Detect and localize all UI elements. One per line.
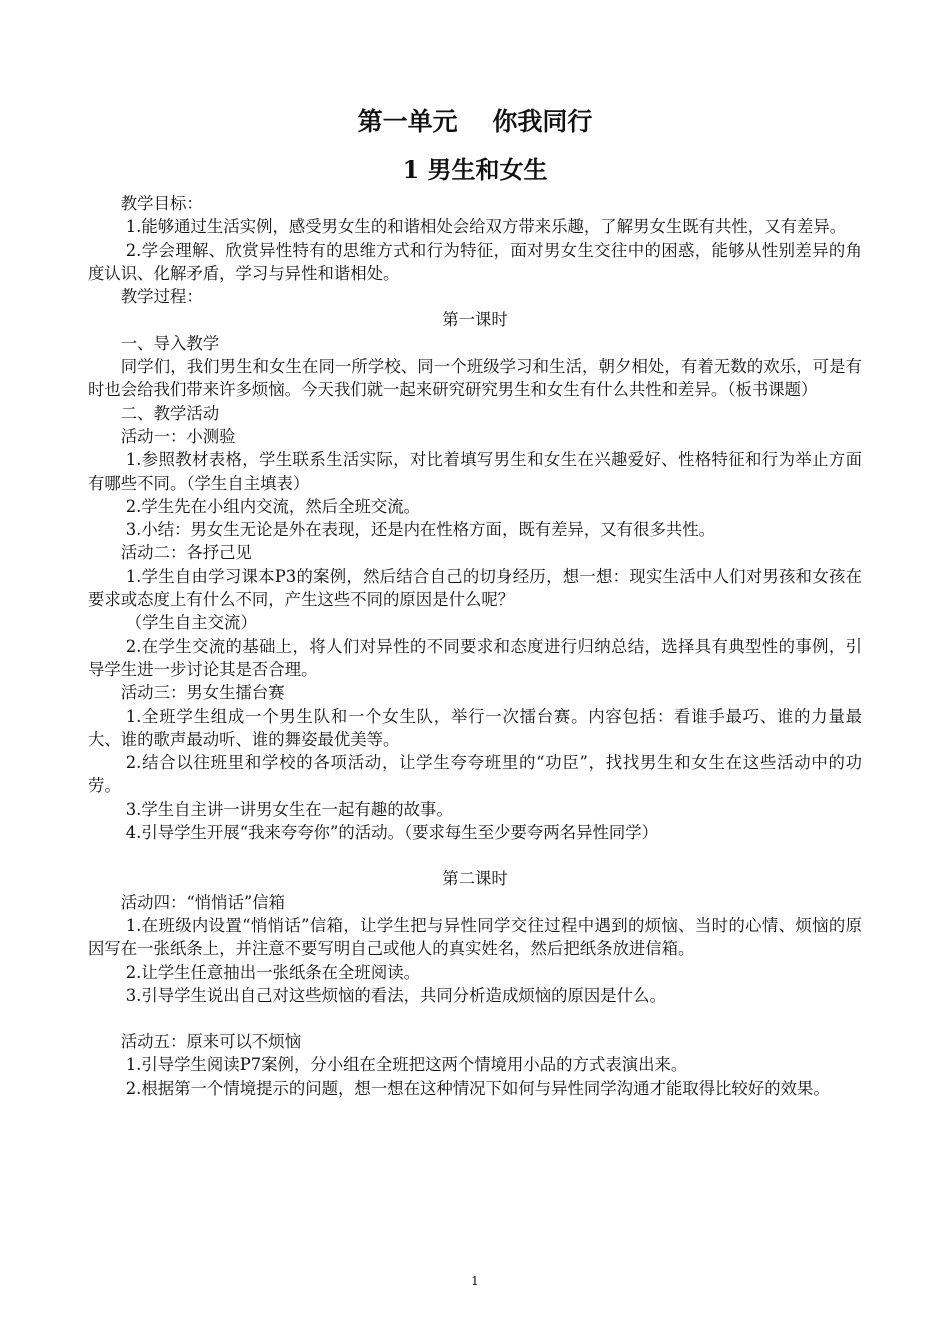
lesson-period-heading: 第一课时 bbox=[442, 310, 508, 330]
activity-item: 1.在班级内设置“悄悄话”信箱，让学生把与异性同学交往过程中遇到的烦恼、当时的心情、烦恼的原因写在一张纸条上，并注意不要写明自己或他人的真实姓名，然后把纸条放进信箱。 bbox=[88, 915, 862, 959]
activity-item: 2.在学生交流的基础上，将人们对异性的不同要求和态度进行归纳总结，选择具有典型性的事例，引导学生进一步讨论其是否合理。 bbox=[88, 636, 862, 679]
lesson-title: 1 男生和女生 bbox=[402, 155, 548, 184]
paragraph: 同学们，我们男生和女生在同一所学校、同一个班级学习和生活，朝夕相处，有着无数的欢乐，可是有时也会给我们带来许多烦恼。今天我们就一起来研究研究男生和女生有什么共性和差异。（板书课题） bbox=[88, 357, 862, 400]
page-number: 1 bbox=[471, 1274, 479, 1288]
section-heading: 一、导入教学 bbox=[120, 333, 220, 353]
activity-heading: 活动一：小测验 bbox=[120, 426, 236, 446]
activity-item: 3.引导学生说出自己对这些烦恼的看法，共同分析造成烦恼的原因是什么。 bbox=[125, 985, 666, 1005]
activity-heading: 活动五：原来可以不烦恼 bbox=[120, 1032, 302, 1052]
activity-item: 1.参照教材表格，学生联系生活实际，对比着填写男生和女生在兴趣爱好、性格特征和行为举止方面有哪些不同。（学生自主填表） bbox=[88, 450, 862, 493]
process-heading: 教学过程： bbox=[120, 287, 203, 307]
activity-item: 2.让学生任意抽出一张纸条在全班阅读。 bbox=[125, 962, 420, 982]
unit-title: 第一单元 你我同行 bbox=[357, 107, 593, 136]
lesson-period-heading: 第二课时 bbox=[442, 869, 508, 889]
activity-item: 3.学生自主讲一讲男女生在一起有趣的故事。 bbox=[125, 799, 453, 819]
activity-heading: 活动二：各抒己见 bbox=[120, 543, 252, 563]
spacer bbox=[88, 1007, 862, 1030]
section-heading: 二、教学活动 bbox=[120, 403, 220, 423]
activity-heading: 活动四：“悄悄话”信箱 bbox=[120, 892, 286, 912]
goal-item: 2.学会理解、欣赏异性特有的思维方式和行为特征，面对男女生交往中的困惑，能够从性别差异的角度认识、化解矛盾，学习与异性和谐相处。 bbox=[88, 240, 862, 283]
activity-item: 2.结合以往班里和学校的各项活动，让学生夸夸班里的“功臣”，找找男生和女生在这些活动中的功劳。 bbox=[88, 753, 862, 796]
goals-heading: 教学目标： bbox=[120, 194, 203, 213]
activity-note: （学生自主交流） bbox=[125, 613, 257, 633]
goal-item: 1.能够通过生活实例，感受男女生的和谐相处会给双方带来乐趣，了解男女生既有共性，又有差异。 bbox=[125, 217, 847, 237]
activity-item: 4.引导学生开展“我来夸夸你”的活动。（要求每生至少要夸两名异性同学） bbox=[125, 823, 659, 843]
activity-heading: 活动三：男女生擂台赛 bbox=[120, 683, 285, 703]
document-page bbox=[88, 100, 862, 1100]
activity-item: 1.学生自由学习课本P3的案例，然后结合自己的切身经历，想一想：现实生活中人们对男孩和女孩在要求或态度上有什么不同，产生这些不同的原因是什么呢？ bbox=[88, 566, 862, 610]
activity-item: 1.全班学生组成一个男生队和一个女生队，举行一次擂台赛。内容包括：看谁手最巧、谁的力量最大、谁的歌声最动听、谁的舞姿最优美等。 bbox=[88, 706, 862, 749]
spacer bbox=[88, 844, 862, 867]
activity-item: 2.根据第一个情境提示的问题，想一想在这种情况下如何与异性同学沟通才能取得比较好的效果。 bbox=[125, 1078, 830, 1098]
activity-item: 2.学生先在小组内交流，然后全班交流。 bbox=[125, 496, 420, 516]
activity-item: 3.小结：男女生无论是外在表现，还是内在性格方面，既有差异，又有很多共性。 bbox=[125, 520, 716, 540]
activity-item: 1.引导学生阅读P7案例，分小组在全班把这两个情境用小品的方式表演出来。 bbox=[125, 1055, 688, 1075]
